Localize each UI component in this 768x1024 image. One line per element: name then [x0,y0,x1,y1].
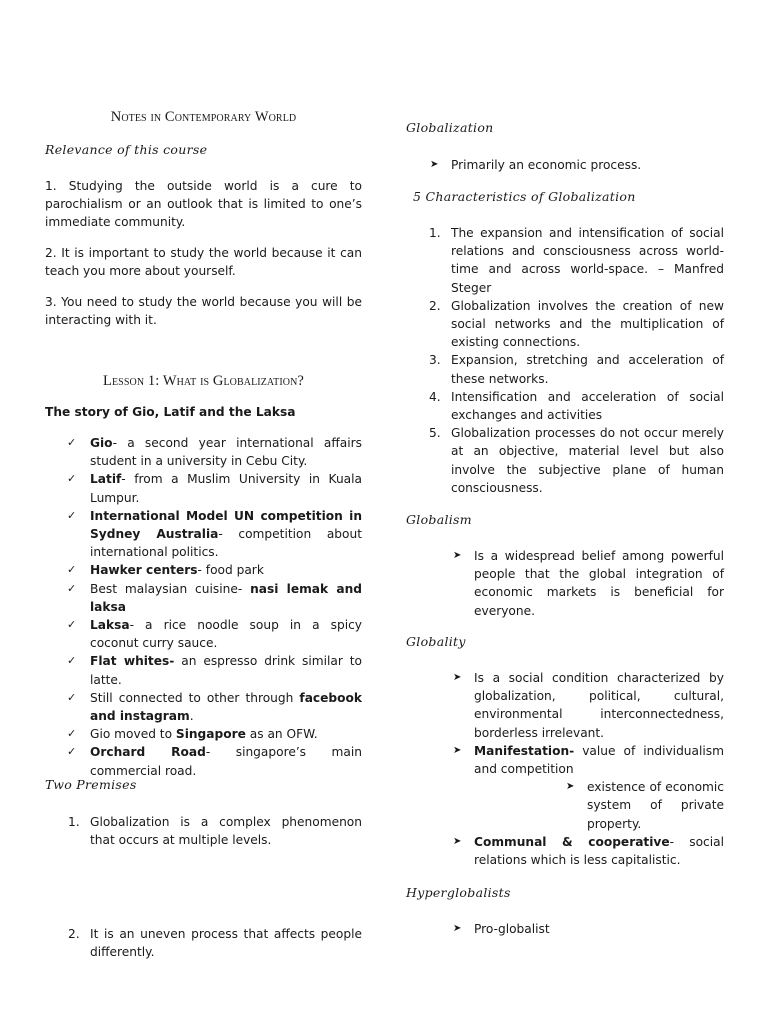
relevance-paragraph-2: 2. It is important to study the world because it can teach you more about yourself. [45,246,362,279]
premises-list [45,813,362,849]
list-item: ✓ Flat whites- an espresso drink similar to latte. [67,654,362,687]
check-icon: ✓ [67,563,77,577]
hyperglobalists-list [406,920,724,938]
list-item: ➤ Communal & cooperative- social relations which is less capitalistic. [453,834,724,868]
list-item: 3. Expansion, stretching and acceleration of these networks. [429,353,724,386]
premises-list-continued [45,925,362,961]
check-icon: ✓ [67,654,77,668]
relevance-paragraph-1: 1. Studying the outside world is a cure to parochialism or an outlook that is limited to one’s immediate community. [45,179,362,230]
page-title: Notes in Contemporary World [110,109,297,125]
characteristics-heading: 5 Characteristics of Globalization [413,189,636,204]
hyperglobalists-heading: Hyperglobalists [406,885,511,900]
check-icon: ✓ [67,508,77,522]
arrow-bullet-icon: ➤ [453,550,462,561]
sub-list-item: ➤ existence of economic system of private property. [566,780,724,831]
premises-heading: Two Premises [45,777,137,792]
story-list [45,434,362,780]
list-item: 1. Globalization is a complex phenomenon that occurs at multiple levels. [68,815,362,848]
list-item: ✓ Orchard Road- singapore’s main commercial road. [67,745,362,778]
globalism-list [406,547,724,620]
globalization-heading: Globalization [406,120,494,135]
list-item: 2. Globalization involves the creation of new social networks and the multiplication of existing connections. [429,298,724,350]
list-item: ➤ Manifestation- value of individualism and competition [453,743,724,777]
list-item: ➤ Is a widespread belief among powerful people that the global integration of economic markets is beneficial for everyone. [453,549,724,618]
arrow-bullet-icon: ➤ [566,781,575,793]
check-icon: ✓ [67,581,77,595]
arrow-bullet-icon: ➤ [430,159,439,170]
list-item: ✓ Gio moved to Singapore as an OFW. [45,725,362,743]
list-item: ✓ Still connected to other through facebook and instagram. [67,690,362,724]
list-item: ➤ Pro-globalist [406,920,724,938]
list-item: ✓ International Model UN competition in Sydney Australia- competition about international politics. [67,508,362,560]
list-item: ✓ Hawker centers- food park [45,561,362,579]
story-heading: The story of Gio, Latif and the Laksa [45,405,296,419]
relevance-paragraph-3: 3. You need to study the world because you will be interacting with it. [45,295,362,328]
list-item: 1. The expansion and intensification of social relations and consciousness across world-time and across world-space. – Manfred Steger [429,226,724,295]
list-item: ✓ Best malaysian cuisine- nasi lemak and laksa [67,581,362,614]
check-icon: ✓ [67,690,77,704]
arrow-bullet-icon: ➤ [453,835,462,847]
list-item: ✓ Latif- from a Muslim University in Kuala Lumpur. [67,472,362,505]
list-item: ✓ Gio- a second year international affairs student in a university in Cebu City. [67,436,362,469]
list-item: 4. Intensification and acceleration of social exchanges and activities [429,389,724,423]
check-icon: ✓ [67,618,77,632]
arrow-bullet-icon: ➤ [453,923,462,934]
arrow-bullet-icon: ➤ [453,672,462,683]
list-item: ✓ Laksa- a rice noodle soup in a spicy coconut curry sauce. [67,618,362,651]
check-icon: ✓ [67,472,77,486]
list-item: ➤ Is a social condition characterized by globalization, political, cultural, environmental interconnectedness, borderless irrelevant. [453,671,724,740]
globalism-heading: Globalism [406,512,472,527]
list-item: ➤ Primarily an economic process. [406,156,724,174]
check-icon: ✓ [67,436,77,449]
list-item: 5. Globalization processes do not occur merely at an objective, material level but also involve the subjective plane of human consciousness. [429,426,724,495]
check-icon: ✓ [67,727,77,741]
check-icon: ✓ [67,745,77,759]
relevance-heading: Relevance of this course [45,142,208,157]
globality-heading: Globality [406,634,466,649]
arrow-bullet-icon: ➤ [453,744,462,756]
globalization-list [406,156,724,174]
globality-list [406,669,724,869]
list-item: 2. It is an uneven process that affects people differently. [68,927,362,960]
lesson-title: Lesson 1: What is Globalization? [103,373,304,389]
characteristics-list [406,224,724,497]
